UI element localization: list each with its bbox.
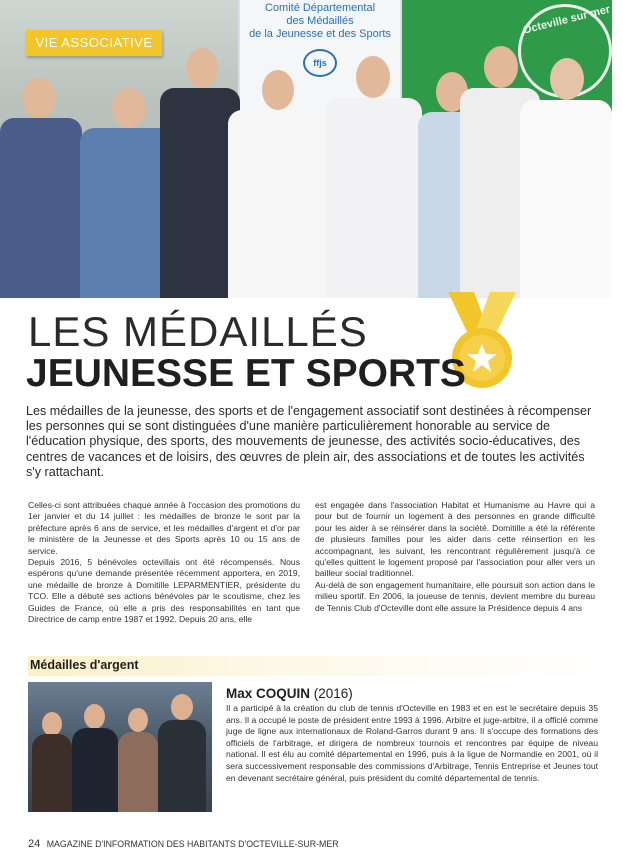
- footer-text: MAGAZINE D'INFORMATION DES HABITANTS D'OCTEVILLE-SUR-MER: [46, 839, 339, 849]
- title-line-2: JEUNESSE ET SPORTS: [26, 352, 466, 395]
- ffjs-logo: ffjs: [303, 49, 337, 77]
- person-figure: [158, 694, 206, 812]
- person-figure: [0, 78, 82, 298]
- recipient-name: [226, 686, 353, 701]
- page-number: 24: [28, 838, 41, 850]
- section-tag: VIE ASSOCIATIVE: [26, 30, 162, 56]
- person-figure: [228, 70, 330, 298]
- person-figure: [520, 58, 612, 298]
- person-figure: [326, 56, 422, 298]
- intro-paragraph: Les médailles de la jeunesse, des sports et de l'engagement associatif sont destinées à récompenser les personnes qui se sont distinguées d'une manière particulièrement honorable au service de l'éducation physique, des sports, des mouvements de jeunesse, des activités socio-éducatives, des centres de vacances et de loisirs, des œuvres de plein air, des associations et de toutes les activités s'y rattachant.: [26, 404, 592, 479]
- club-logo-text: Octeville sur mer: [521, 3, 612, 37]
- paragraph: Au-delà de son engagement humanitaire, elle poursuit son action dans le milieu sportif. En 2006, la joueuse de tennis, devient membre du bureau de Tennis Club d'Octeville dont elle assure la Présidence depuis 4 ans: [315, 579, 595, 613]
- person-figure: [32, 712, 72, 812]
- right-column: [315, 500, 595, 614]
- banner-line-3: de la Jeunesse et des Sports: [249, 28, 391, 40]
- recipient-name-text: Max COQUIN: [226, 686, 311, 701]
- paragraph: Depuis 2016, 5 bénévoles octevillais ont été récompensés. Nous espérons qu'une demande présentée récemment apportera, en 2019, une médaille de bronze à Domitille LEPARMENTIER, présidente du TCO. Elle a débuté ses actions bénévoles par le scoutisme, chez les Guides de France, où elle a pris des responsabilités en tant que Directrice de camp entre 1987 et 1992. Depuis 20 ans, elle: [28, 557, 300, 625]
- title-line-1: LES MÉDAILLÉS: [28, 308, 368, 355]
- recipient-photo: [28, 682, 212, 812]
- person-figure: [72, 704, 118, 812]
- section-heading-argent: Médailles d'argent: [30, 658, 139, 672]
- banner-line-1: Comité Départemental: [264, 2, 376, 14]
- paragraph: Celles-ci sont attribuées chaque année à l'occasion des promotions du 1er janvier et du 14 juillet : les médailles de bronze le sont par la préfecture après 6 ans de service, et les médailles d'argent et d'or par le ministère de la Jeunesse et des Sports après 10 ou 15 ans de service.: [28, 500, 300, 556]
- recipient-year: (2016): [313, 686, 353, 701]
- page-footer: [28, 838, 339, 850]
- recipient-bio: Il a participé à la création du club de tennis d'Octeville en 1983 et en est le secrétaire depuis 35 ans. Il a occupé le poste de président entre 1993 à 1996. Arbitre et juge-arbitre, il a officié comme juge de ligne aux internationaux de Roland-Garros durant 9 ans. Il s'occupe des formations des officiels de l'arbitrage, et dirigera de nombreux tournois et rencontres par équipe de niveau national. Il est élu au comité départemental en 1996, puis à la ligue de Normandie en 2001, où il sera successivement responsable des commissions d'Arbitrage, Tennis Entreprise et Jeunes tout en devenant secrétaire général, puis président du comité départemental de tennis.: [226, 703, 598, 783]
- paragraph: est engagée dans l'association Habitat et Humanisme au Havre qui a pour but de fournir un logement à des personnes en grande difficulté pour les aider à se réinsérer dans la société. Domitille a été la référente de plusieurs familles pour les aider dans cette réinsertion en les accompagnant, les suivant, les rencontrant régulièrement jusqu'à ce qu'elles quittent le logement proposé par l'association pour aller vers un bailleur social traditionnel.: [315, 500, 595, 579]
- banner-line-2: des Médaillés: [286, 15, 354, 27]
- left-column: [28, 500, 300, 625]
- person-figure: [118, 708, 158, 812]
